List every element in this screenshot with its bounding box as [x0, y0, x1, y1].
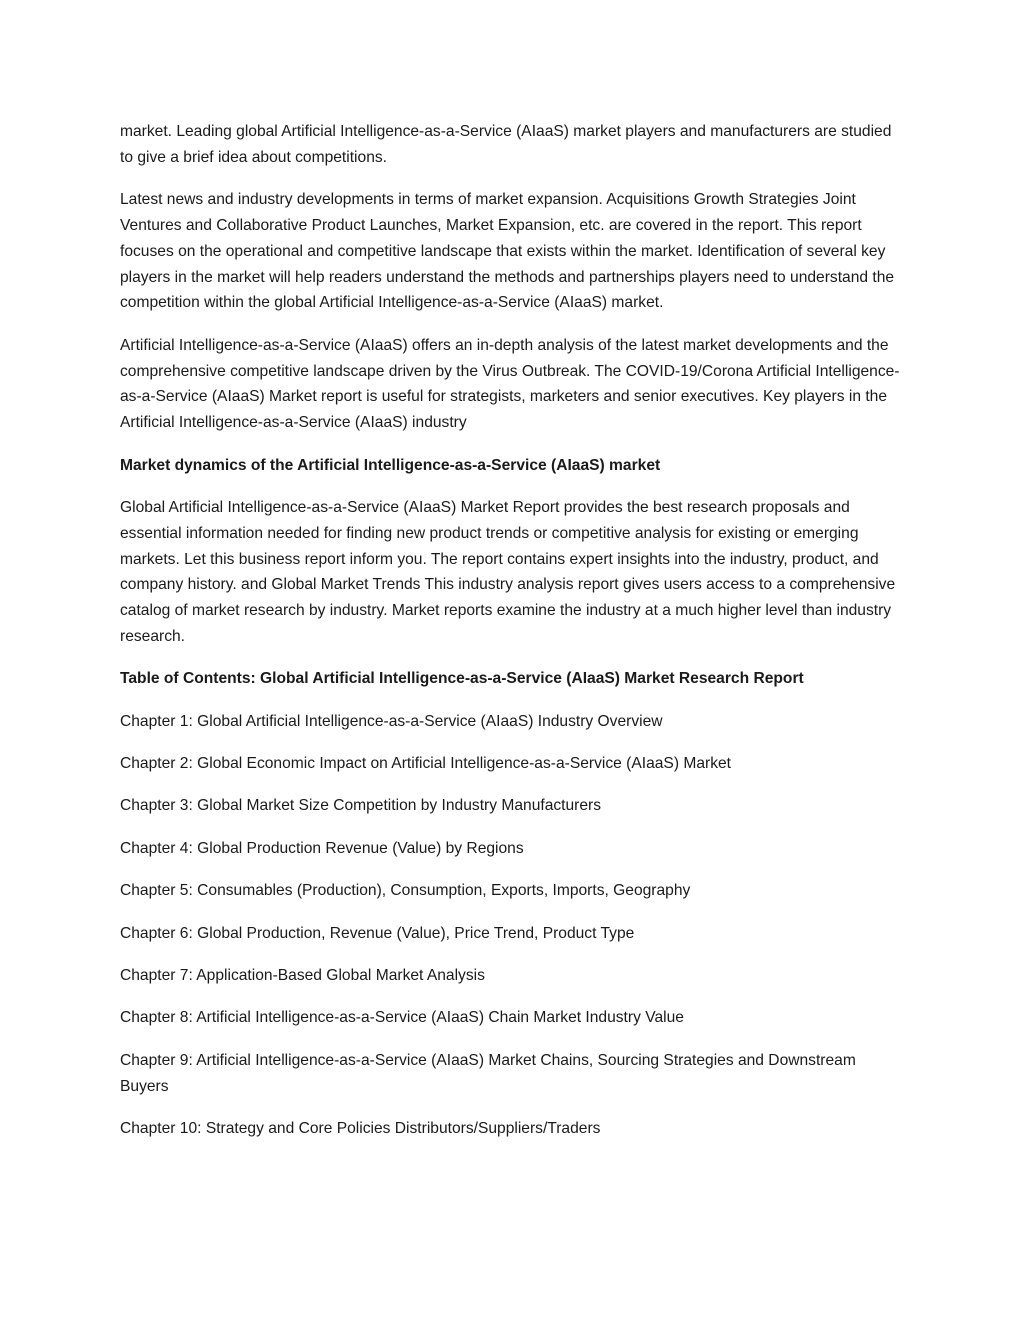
heading-market-dynamics: Market dynamics of the Artificial Intelligence-as-a-Service (AIaaS) market — [120, 456, 661, 474]
toc-chapter-8: Chapter 8: Artificial Intelligence-as-a-Service (AIaaS) Chain Market Industry Value — [120, 1009, 684, 1027]
paragraph-competitions: market. Leading global Artificial Intelligence-as-a-Service (AIaaS) market players and manufacturers are studied to give a brief idea about competitions. — [120, 123, 892, 166]
paragraph-covid-analysis: Artificial Intelligence-as-a-Service (AIaaS) offers an in-depth analysis of the latest market developments and the comprehensive competitive landscape driven by the Virus Outbreak. The COVID-19/Corona Artificial Intelligence-as-a-Service (AIaaS) Market report is useful for strategists, marketers and senior executives. Key players in the Artificial Intelligence-as-a-Service (AIaaS) industry — [120, 336, 900, 432]
toc-chapter-7: Chapter 7: Application-Based Global Market Analysis — [120, 967, 485, 985]
paragraph-industry-developments: Latest news and industry developments in terms of market expansion. Acquisitions Growth Strategies Joint Ventures and Collaborative Product Launches, Market Expansion, etc. are covered in the report. This report focuses on the operational and competitive landscape that exists within the market. Identification of several key players in the market will help readers understand the methods and partnerships players need to understand the competition within the global Artificial Intelligence-as-a-Service (AIaaS) market. — [120, 191, 895, 312]
paragraph-market-dynamics: Global Artificial Intelligence-as-a-Service (AIaaS) Market Report provides the best research proposals and essential information needed for finding new product trends or competitive analysis for existing or emerging markets. Let this business report inform you. The report contains expert insights into the industry, product, and company history. and Global Market Trends This industry analysis report gives users access to a comprehensive catalog of market research by industry. Market reports examine the industry at a much higher level than industry research. — [120, 498, 896, 645]
toc-chapter-2: Chapter 2: Global Economic Impact on Artificial Intelligence-as-a-Service (AIaaS) Market — [120, 755, 732, 773]
toc-chapter-4: Chapter 4: Global Production Revenue (Value) by Regions — [120, 839, 524, 857]
heading-table-of-contents: Table of Contents: Global Artificial Intelligence-as-a-Service (AIaaS) Market Research Report — [120, 670, 804, 688]
toc-chapter-1: Chapter 1: Global Artificial Intelligence-as-a-Service (AIaaS) Industry Overview — [120, 712, 663, 730]
document-page — [120, 119, 908, 1158]
toc-chapter-9: Chapter 9: Artificial Intelligence-as-a-Service (AIaaS) Market Chains, Sourcing Strategies and Downstream Buyers — [120, 1051, 856, 1095]
toc-chapter-6: Chapter 6: Global Production, Revenue (Value), Price Trend, Product Type — [120, 924, 635, 942]
toc-chapter-3: Chapter 3: Global Market Size Competition by Industry Manufacturers — [120, 797, 602, 815]
toc-chapter-10: Chapter 10: Strategy and Core Policies Distributors/Suppliers/Traders — [120, 1120, 601, 1138]
toc-chapter-5: Chapter 5: Consumables (Production), Consumption, Exports, Imports, Geography — [120, 882, 691, 900]
